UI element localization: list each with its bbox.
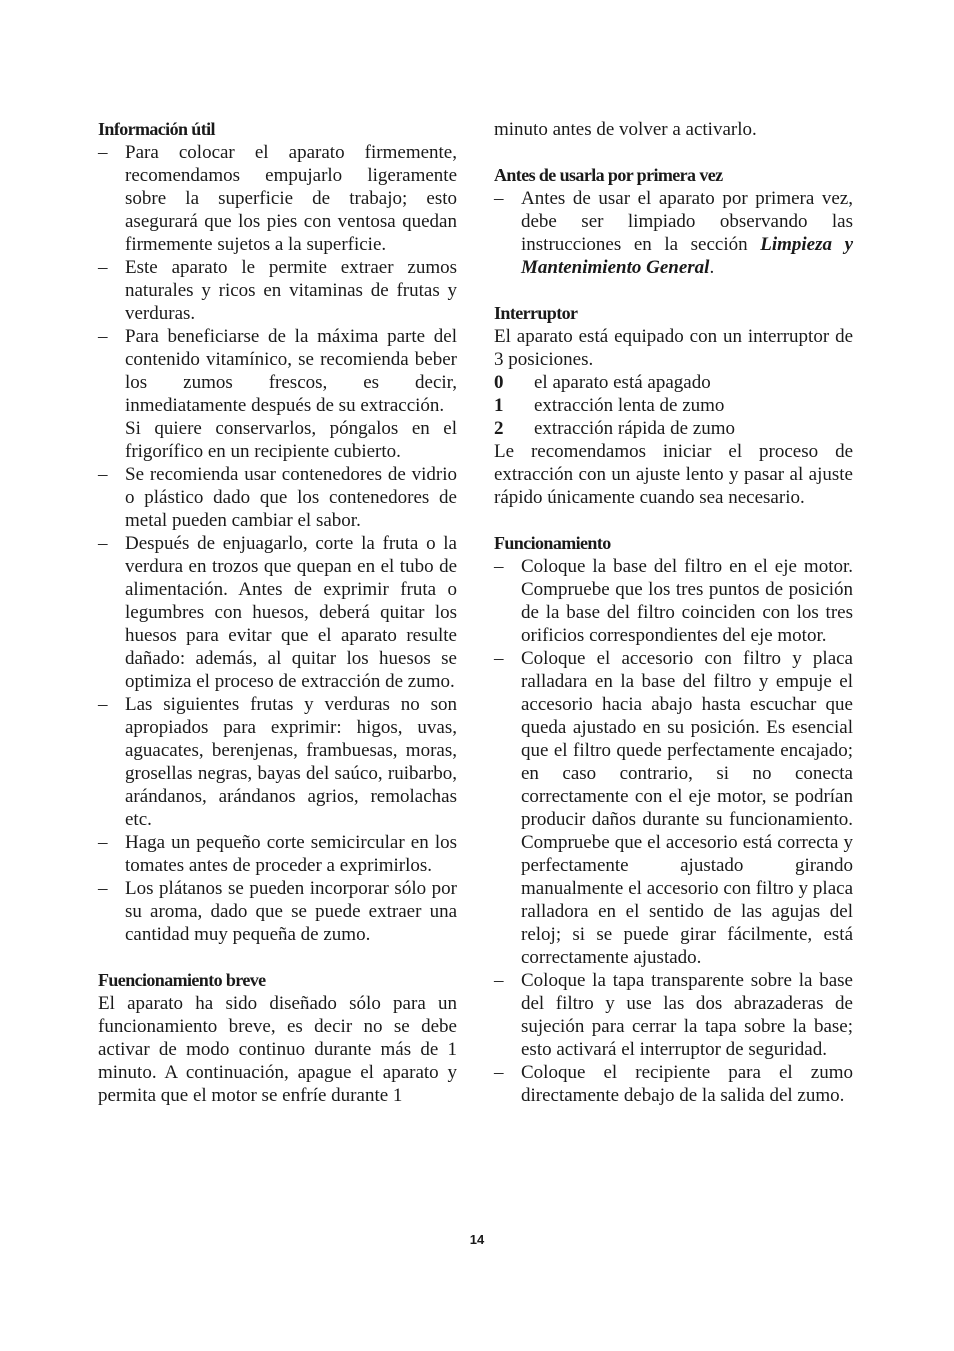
switch-position (494, 371, 853, 394)
switch-position (494, 394, 853, 417)
section-reference: Limpieza y Mantenimiento General (521, 234, 854, 278)
list-item-text: Haga un pequeño corte semicircular en los tomates antes de proceder a exprimirlos. (125, 832, 457, 876)
list-item-extra: Si quiere conservarlos, póngalos en el frigorífico en un recipiente cubierto. (125, 418, 457, 462)
info-heading: Información útil (98, 119, 215, 139)
list-item-text: Los plátanos se pueden incorporar sólo por su aroma, dado que se puede extraer una cantidad muy pequeña de zumo. (125, 878, 457, 945)
list-item (98, 141, 457, 256)
list-item (98, 532, 457, 693)
continuation-text: minuto antes de volver a activarlo. (494, 119, 757, 140)
switch-position (494, 417, 853, 440)
list-item-text: Coloque la base del filtro en el eje motor. Compruebe que los tres puntos de posición de la base del filtro coinciden con los tres orificios correspondientes del eje motor. (521, 556, 853, 646)
list-item-text: Coloque el recipiente para el zumo directamente debajo de la salida del zumo. (521, 1062, 853, 1106)
list-item (98, 877, 457, 946)
info-list (98, 141, 457, 946)
position-number: 0 (494, 372, 504, 393)
list-item-text: Las siguientes frutas y verduras no son apropiados para exprimir: higos, uvas, aguacates, berenjenas, frambuesas, moras, grosellas negras, bayas del saúco, ruibarbo, arándanos, arándanos agrios, remolachas etc. (125, 694, 457, 830)
list-item-text: Antes de usar el aparato por primera vez, debe ser limpiado observando las instrucciones en la sección (521, 188, 853, 255)
list-item (494, 187, 853, 279)
list-item-text: Coloque la tapa transparente sobre la base del filtro y use las dos abrazaderas de sujeción para cerrar la tapa sobre la base; esto activará el interruptor de seguridad. (521, 970, 853, 1060)
switch-note: Le recomendamos iniciar el proceso de extracción con un ajuste lento y pasar al ajuste rápido únicamente cuando sea necesario. (494, 441, 853, 508)
position-label: el aparato está apagado (534, 372, 711, 393)
spacer (494, 279, 853, 302)
position-number: 2 (494, 418, 504, 439)
brief-heading: Fuencionamiento breve (98, 970, 266, 990)
list-item (494, 647, 853, 969)
operation-list (494, 555, 853, 1107)
switch-intro: El aparato está equipado con un interruptor de 3 posiciones. (494, 326, 853, 370)
list-item (98, 325, 457, 463)
list-item-text: Para colocar el aparato firmemente, recomendamos empujarlo ligeramente sobre la superficie de trabajo; esto asegurará que los pies con ventosa quedan firmemente sujetos a la superficie. (125, 142, 457, 255)
spacer (494, 141, 853, 164)
list-item (494, 555, 853, 647)
first-use-heading: Antes de usarla por primera vez (494, 165, 723, 185)
list-item (98, 693, 457, 831)
right-column (494, 118, 853, 1107)
list-item-end: . (709, 257, 715, 278)
list-item (494, 1061, 853, 1107)
list-item-text: Coloque el accesorio con filtro y placa ralladara en la base del filtro y empuje el accesorio hacia abajo hasta escuchar que queda ajustado en su posición. Es esencial que el filtro quede perfectamente encajado; en caso contrario, si no conecta correctamente con el eje motor, se podrían producir daños durante su funcionamiento. Compruebe que el accesorio está correcta y perfectamente ajustado girando manualmente el accesorio con filtro y placa ralladora en el sentido de las agujas del reloj; si se puede girar fácilmente, está correctamente ajustado. (521, 648, 853, 968)
list-item-text: Este aparato le permite extraer zumos naturales y ricos en vitaminas de frutas y verduras. (125, 257, 457, 324)
list-item (494, 969, 853, 1061)
left-column (98, 118, 457, 1107)
list-item-text: Se recomienda usar contenedores de vidrio o plástico dado que los contenedores de metal pueden cambiar el sabor. (125, 464, 457, 531)
list-item (98, 831, 457, 877)
spacer (98, 946, 457, 969)
position-label: extracción lenta de zumo (534, 395, 725, 416)
list-item (98, 256, 457, 325)
switch-heading: Interruptor (494, 303, 578, 323)
spacer (494, 509, 853, 532)
list-item (98, 463, 457, 532)
page-number: 14 (469, 1232, 485, 1247)
position-label: extracción rápida de zumo (534, 418, 735, 439)
list-item-text: Para beneficiarse de la máxima parte del contenido vitamínico, se recomienda beber los zumos frescos, es decir, inmediatamente después de su extracción. (125, 326, 457, 416)
operation-heading: Funcionamiento (494, 533, 611, 553)
first-use-list (494, 187, 853, 279)
brief-paragraph: El aparato ha sido diseñado sólo para un funcionamiento breve, es decir no se debe activar de modo continuo durante más de 1 minuto. A continuación, apague el aparato y permita que el motor se enfríe durante 1 (98, 993, 457, 1106)
list-item-text: Después de enjuagarlo, corte la fruta o la verdura en trozos que quepan en el tubo de alimentación. Antes de exprimir fruta o legumbres con huesos, deberá quitar los huesos para evitar que el aparato resulte dañado: además, al quitar los huesos se optimiza el proceso de extracción de zumo. (125, 533, 457, 692)
position-number: 1 (494, 395, 504, 416)
